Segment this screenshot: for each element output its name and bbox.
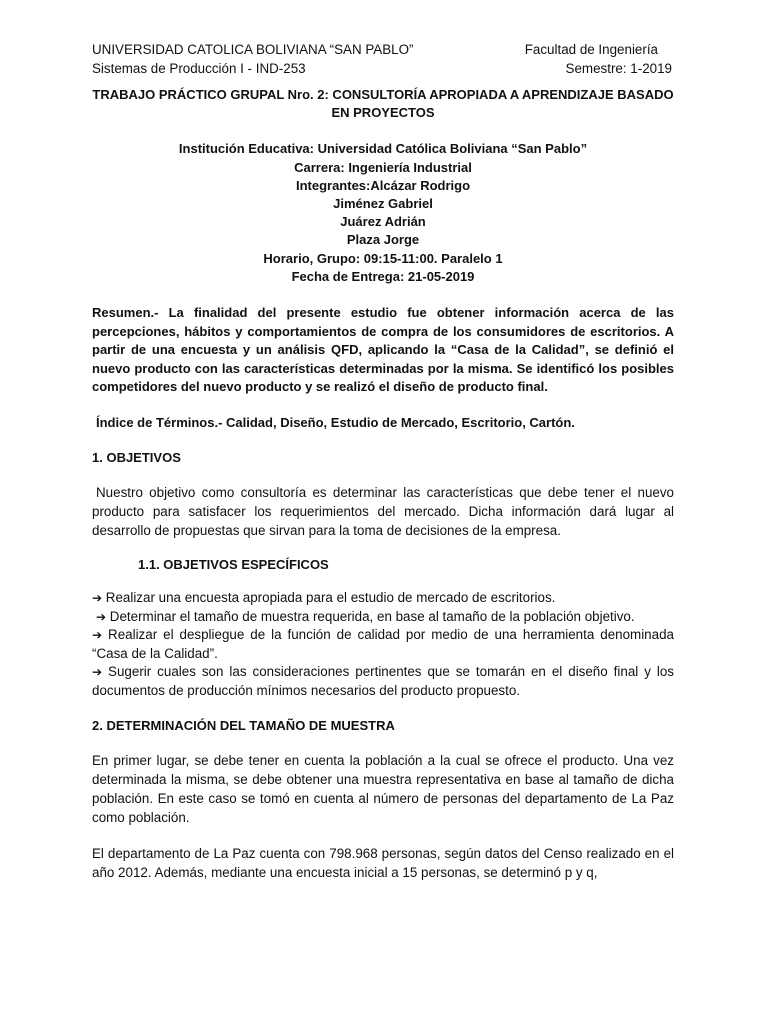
specific-objectives-list xyxy=(92,589,674,699)
delivery-date-line: Fecha de Entrega: 21-05-2019 xyxy=(291,268,475,284)
list-item xyxy=(92,589,674,607)
arrow-bullet-icon: ➔ xyxy=(96,609,107,624)
list-item-text: Sugerir cuales son las consideraciones pertinentes que se tomarán en el diseño final y los documentos de producción mínimos necesarios del producto propuesto. xyxy=(92,664,674,698)
index-terms: Índice de Términos.- Calidad, Diseño, Estudio de Mercado, Escritorio, Cartón. xyxy=(96,414,575,430)
semester-label: Semestre: 1-2019 xyxy=(565,60,672,76)
arrow-bullet-icon: ➔ xyxy=(92,591,103,606)
header-row-2 xyxy=(92,60,674,79)
list-item xyxy=(92,608,674,626)
university-name: UNIVERSIDAD CATOLICA BOLIVIANA “SAN PABLO” xyxy=(92,42,414,57)
list-item-text: Realizar el despliegue de la función de calidad por medio de una herramienta denominada “Casa de la Calidad”. xyxy=(92,627,674,661)
institution-line: Institución Educativa: Universidad Católica Boliviana “San Pablo” xyxy=(178,141,588,157)
member-line: Plaza Jorge xyxy=(346,232,420,248)
career-line: Carrera: Ingeniería Industrial xyxy=(294,159,472,175)
document-page xyxy=(92,41,674,882)
sample-size-paragraph-1: En primer lugar, se debe tener en cuenta la población a la cual se ofrece el producto. Una vez determinada la misma, se debe obtener una muestra representativa en base al tamaño de dicha población. En este caso se tomó en cuenta al número de personas del departamento de La Paz como población. xyxy=(92,753,674,826)
section-heading-objectives: 1. OBJETIVOS xyxy=(92,450,181,466)
section-heading-sample-size: 2. DETERMINACIÓN DEL TAMAÑO DE MUESTRA xyxy=(92,717,395,733)
abstract-paragraph: Resumen.- La finalidad del presente estudio fue obtener información acerca de las percepciones, hábitos y comportamientos de compra de los consumidores de escritorios. A partir de una encuesta y un análisis QFD, aplicando la “Casa de la Calidad”, se definió el nuevo producto con las características determinadas por la misma. Se identificó los posibles competidores del nuevo producto y se realizó el diseño de producto final. xyxy=(92,304,674,395)
header-row-1 xyxy=(92,41,674,60)
sample-size-paragraph-2: El departamento de La Paz cuenta con 798.968 personas, según datos del Censo realizado en el año 2012. Además, mediante una encuesta inicial a 15 personas, se determinó p y q, xyxy=(92,846,674,881)
course-name: Sistemas de Producción I - IND-253 xyxy=(92,60,306,76)
members-line: Integrantes:Alcázar Rodrigo xyxy=(295,177,471,193)
info-block xyxy=(92,140,674,286)
list-item-text: Determinar el tamaño de muestra requerida, en base al tamaño de la población objetivo. xyxy=(109,608,635,624)
document-title: TRABAJO PRÁCTICO GRUPAL Nro. 2: CONSULTORÍA APROPIADA A APRENDIZAJE BASADO EN PROYECTOS xyxy=(92,87,674,121)
member-line: Juárez Adrián xyxy=(340,214,426,230)
arrow-bullet-icon: ➔ xyxy=(92,665,103,680)
schedule-line: Horario, Grupo: 09:15-11:00. Paralelo 1 xyxy=(263,250,503,266)
objectives-paragraph: Nuestro objetivo como consultoría es determinar las características que debe tener el nuevo producto para satisfacer los requerimientos del mercado. Dicha información dará lugar al desarrollo de propuestas que sirvan para la toma de decisiones de la empresa. xyxy=(92,485,674,539)
subsection-heading-specific-objectives: 1.1. OBJETIVOS ESPECÍFICOS xyxy=(138,557,329,573)
list-item-text: Realizar una encuesta apropiada para el estudio de mercado de escritorios. xyxy=(105,590,556,606)
list-item xyxy=(92,626,674,663)
arrow-bullet-icon: ➔ xyxy=(92,628,103,643)
faculty-name: Facultad de Ingeniería xyxy=(524,42,658,57)
member-line: Jiménez Gabriel xyxy=(333,195,433,211)
list-item xyxy=(92,663,674,700)
